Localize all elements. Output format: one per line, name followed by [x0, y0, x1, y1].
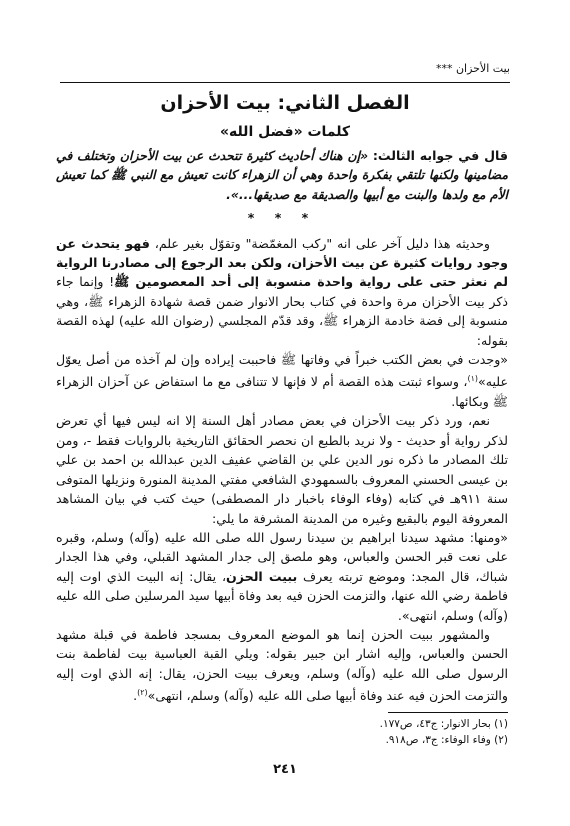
paragraph-1: [56, 234, 508, 350]
footnote-1: (١) بحار الانوار: ج٤٣، ص١٧٧.: [379, 718, 508, 730]
footnote-2: (٢) وفاء الوفاء: ج٣، ص٩١٨.: [385, 734, 508, 746]
footnote-rule: [388, 712, 508, 713]
paragraph-1-text-b: ! وإنما جاء ذكر بيت الأحزان مرة واحدة في كتاب بحار الانوار ضمن قصة شهادة الزهراء ﷺ، وهي منسوبة إلى فضة خادمة الزهراء ﷺ، وقد قدّم المجلسي (رضوان الله عليه) لهذه القصة بقوله:: [56, 274, 508, 348]
paragraph-1-bold: فهو يتحدث عن وجود روايات كثيرة عن بيت الأحزان، ولكن بعد الرجوع إلى مصادرنا الرواية لم نعثر حتى على رواية واحدة منسوبة إلى أحد المعصومين ﷺ: [56, 235, 508, 290]
paragraph-5-text: والمشهور ببيت الحزن إنما هو الموضع المعروف بمسجد فاطمة في قبلة مشهد الحسن والعباس، وإليه اشار ابن جبير بقوله: ويلي القبة العباسية بيت لفاطمة بنت الرسول صلى الله عليه (وآله) وسلم، ويعرف ببيت الحزن، يقال: إنه الذي اوت إليه والتزمت الحزن فيه عند وفاة أبيها صلى الله عليه (وآله) وسلم، انتهى»: [56, 626, 508, 704]
section-separator: * * *: [247, 210, 317, 226]
chapter-subtitle: كلمات «فضل الله»: [219, 124, 351, 140]
paragraph-3: [56, 411, 508, 527]
footnote-ref-2[interactable]: (٢): [137, 688, 148, 698]
paragraph-2: [56, 350, 508, 411]
paragraph-1-text-a: وحديثه هذا دليل آخر على انه "ركب المغمّضة" وتقوّل بغير علم،: [149, 235, 490, 251]
paragraph-4: [56, 528, 508, 625]
paragraph-5-end: .: [133, 688, 138, 704]
paragraph-5: [56, 625, 508, 706]
intro-quote: «إن هناك أحاديث كثيرة تتحدث عن بيت الأحزان وتختلف في مضامينها ولكنها تلتقي بفكرة واحدة وهي أن الزهراء كانت تعيش مع النبي ﷺ كما تعيش الأم مع ولدها والبنت مع أبيها والصديقة مع صديقها...».: [56, 148, 508, 202]
paragraph-4-text-a: «ومنها: مشهد سيدنا ابراهيم بن سيدنا رسول الله صلى الله عليه (وآله) وسلم، وقبره على نعت قبر الحسن والعباس، وهو ملصق إلى جدار المشهد القبلي، وفي هذا الجدار شباك، قال المجد: وموضع تربته يعرف: [56, 529, 508, 584]
body-text: [56, 146, 508, 706]
majlisi-quote: «وجدت في بعض الكتب خبراً في وفاتها ﷺ فاحببت إيراده وإن لم آخذه من أصل يعوّل عليه»: [56, 352, 508, 390]
running-header: بيت الأحزان ***: [435, 62, 510, 75]
page-number: ٢٤١: [273, 762, 297, 777]
intro-label: قال في جوابه الثالث:: [372, 148, 509, 163]
paragraph-4-bold: ببيت الحزن: [226, 568, 298, 584]
footnote-ref-1[interactable]: (١): [467, 374, 479, 384]
header-rule: [60, 82, 510, 83]
intro-paragraph: [56, 146, 508, 204]
footnotes: [56, 716, 508, 748]
paragraph-4-text-b: ، يقال: إنه البيت الذي اوت إليه فاطمة رضي الله عنها، والتزمت الحزن فيه بعد وفاة أبيها سيد المرسلين صلى الله عليه (وآله) وسلم، انتهى».: [56, 568, 508, 623]
paragraph-3-text: نعم، ورد ذكر بيت الأحزان في بعض مصادر أهل السنة إلا انه ليس فيها أي تعرض لذكر رواية أو حديث - ولا نريد بالطبع ان نحصر الحقائق التاريخية بالروايات فقط -، ومن تلك المصادر ما ذكره نور الدين علي بن القاضي عفيف الدين عبدالله بن احمد بن علي بن عيسى الحسني المعروف بالسمهودي الشافعي مفتي المدينة المنورة ونزيلها المتوفى سنة ٩١١هـ في كتابه (وفاء الوفاء باخبار دار المصطفى) حيث كتب في بيان المشاهد المعروفة اليوم بالبقيع وغيره من المدينة المشرفة ما يلي:: [55, 413, 508, 526]
chapter-title: الفصل الثاني: بيت الأحزان: [160, 92, 410, 114]
paragraph-2-text: ، وسواء ثبتت هذه القصة أم لا فإنها لا تتنافى مع ما استفاض عن آحزان الزهراء ﷺ وبكائها.: [56, 374, 508, 410]
